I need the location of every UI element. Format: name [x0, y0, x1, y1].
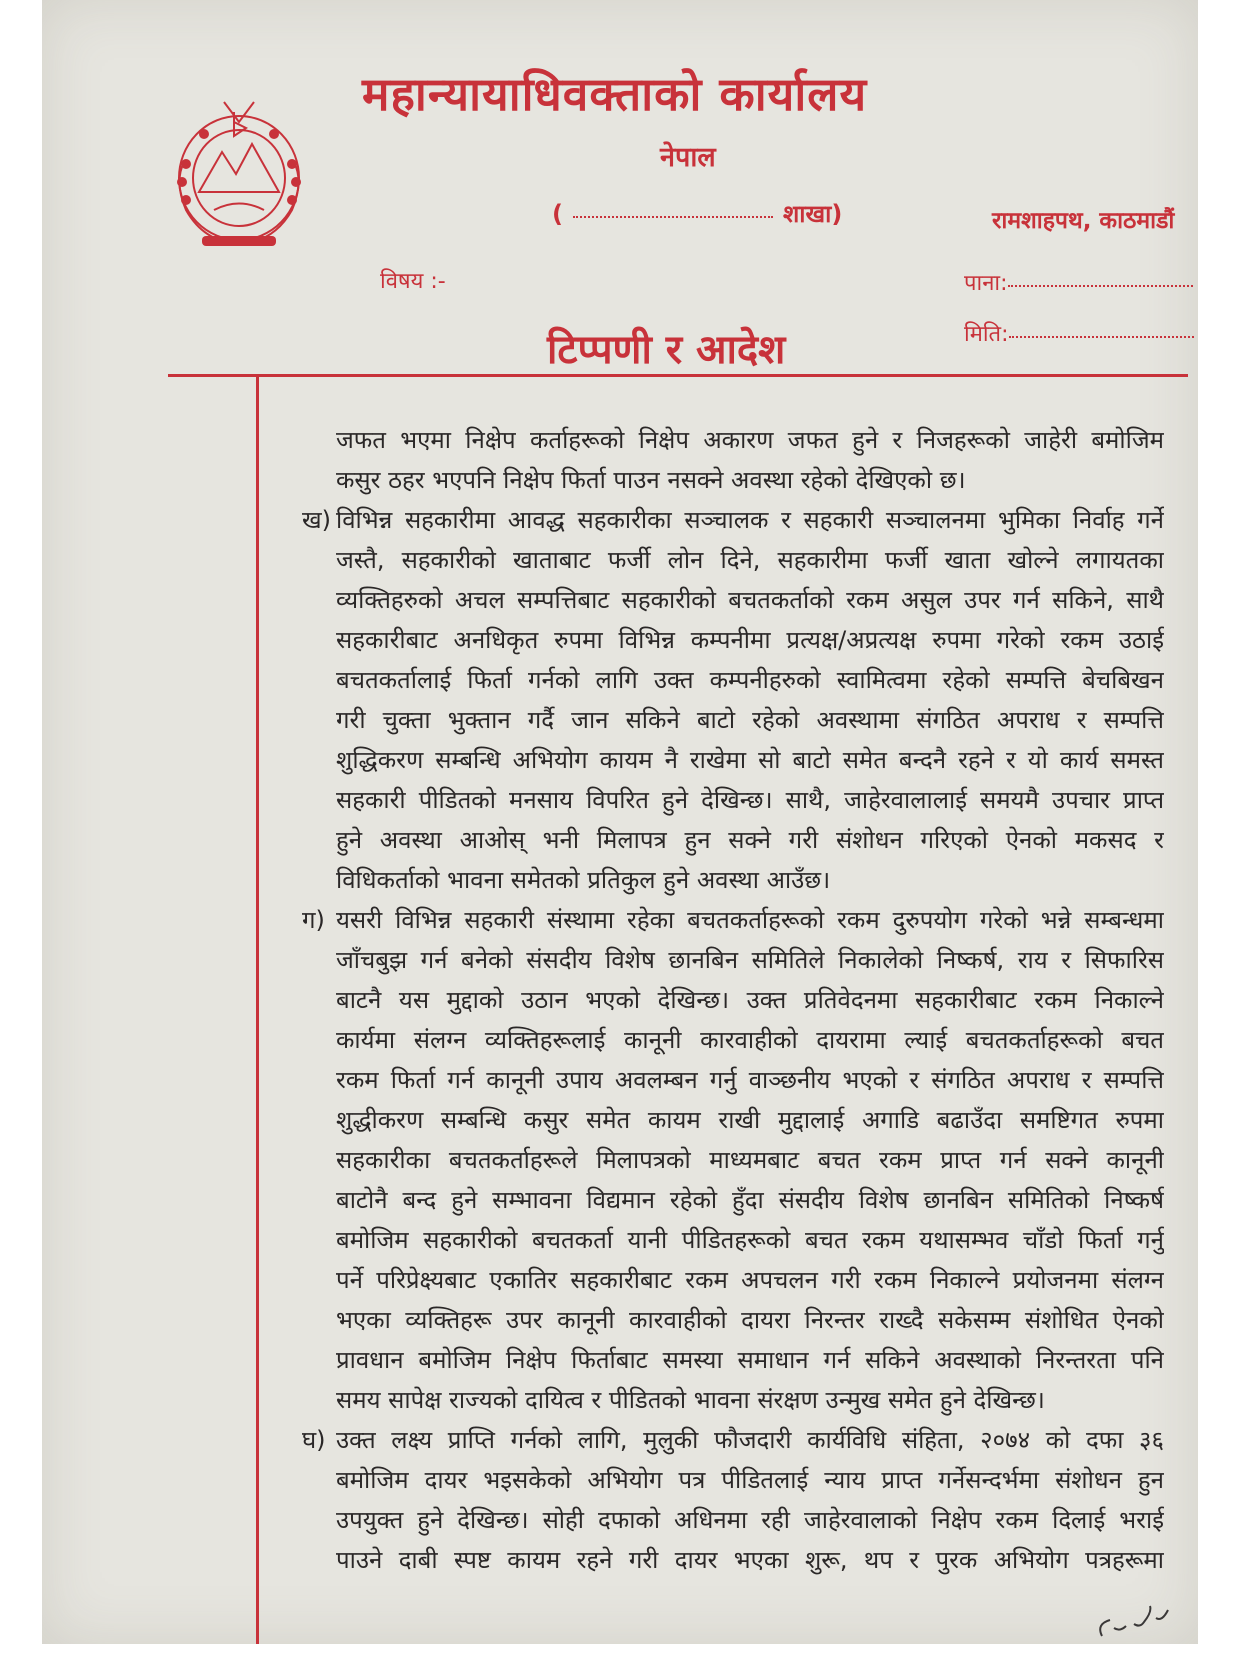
text-line: प्रावधान बमोजिम निक्षेप फिर्ताबाट समस्या समाधान गर्न सकिने अवस्थाको निरन्तरता पनि: [336, 1346, 1164, 1374]
text-line: बाटोनै बन्द हुने सम्भावना विद्यमान रहेको हुँदा संसदीय विशेष छानबिन समितिको निष्कर्ष: [336, 1186, 1164, 1214]
text-line: पर्ने परिप्रेक्ष्यबाट एकातिर सहकारीबाट रकम अपचलन गरी रकम निकाल्ने प्रयोजनमा संलग्न: [336, 1266, 1164, 1294]
text-line: रकम फिर्ता गर्न कानूनी उपाय अवलम्बन गर्नु वाञ्छनीय भएको र संगठित अपराध र सम्पत्ति: [336, 1066, 1164, 1094]
paragraph-kha: [274, 500, 1164, 900]
text-line: कसुर ठहर भएपनि निक्षेप फिर्ता पाउन नसक्ने अवस्था रहेको देखिएको छ।: [336, 466, 966, 494]
date-field: [964, 318, 1194, 348]
text-line: उक्त लक्ष्य प्राप्ति गर्नको लागि, मुलुकी फौजदारी कार्यविधि संहिता, २०७४ को दफा ३६: [336, 1426, 1164, 1454]
paragraph-marker: घ): [302, 1426, 326, 1454]
page-blank: [1008, 285, 1193, 287]
date-blank: [1009, 336, 1194, 338]
margin-rule: [256, 376, 259, 1644]
text-line: पाउने दाबी स्पष्ट कायम रहने गरी दायर भएका शुरू, थप र पुरक अभियोग पत्रहरूमा: [336, 1546, 1164, 1574]
text-line: कार्यमा संलग्न व्यक्तिहरूलाई कानूनी कारवाहीको दायरामा ल्याई बचतकर्ताहरूको बचत: [336, 1026, 1164, 1054]
text-line: विधिकर्ताको भावना समेतको प्रतिकुल हुने अवस्था आउँछ।: [336, 866, 831, 894]
branch-blank: [573, 216, 773, 218]
paragraph-gha: [274, 1420, 1164, 1580]
date-label: मिति:: [964, 322, 1009, 347]
text-line: जाँचबुझ गर्न बनेको संसदीय विशेष छानबिन समितिले निकालेको निष्कर्ष, राय र सिफारिस: [336, 946, 1164, 974]
initials-signature-icon: [1092, 1598, 1182, 1642]
text-line: सहकारीबाट अनधिकृत रुपमा विभिन्न कम्पनीमा प्रत्यक्ष/अप्रत्यक्ष रुपमा गरेको रकम उठाई: [336, 626, 1164, 654]
text-line: यसरी विभिन्न सहकारी संस्थामा रहेका बचतकर्ताहरूको रकम दुरुपयोग गरेको भन्ने सम्बन्धमा: [336, 906, 1164, 934]
text-line: सहकारीका बचतकर्ताहरूले मिलापत्रको माध्यमबाट बचत रकम प्राप्त गर्न सक्ने कानूनी: [336, 1146, 1164, 1174]
text-line: बाटनै यस मुद्दाको उठान भएको देखिन्छ। उक्त प्रतिवेदनमा सहकारीबाट रकम निकाल्ने: [336, 986, 1164, 1014]
intro-paragraph: [274, 420, 1164, 500]
page-label: पाना:: [964, 271, 1008, 296]
paragraph-ga: [274, 900, 1164, 1420]
text-line: भएका व्यक्तिहरू उपर कानूनी कारवाहीको दायरा निरन्तर राख्दै सकेसम्म संशोधित ऐनको: [336, 1306, 1164, 1334]
subject-label: विषय :-: [380, 269, 446, 294]
office-title: महान्यायाधिवक्ताको कार्यालय: [362, 67, 868, 121]
text-line: बमोजिम सहकारीको बचतकर्ता यानी पीडितहरूको बचत रकम यथासम्भव चाँडो फिर्ता गर्नु: [336, 1226, 1164, 1254]
branch-open-paren: (: [552, 200, 563, 228]
note-body: [274, 420, 1164, 1580]
paragraph-marker: ग): [302, 906, 325, 934]
text-line: जफत भएमा निक्षेप कर्ताहरूको निक्षेप अकारण जफत हुने र निजहरूको जाहेरी बमोजिम: [336, 426, 1164, 454]
text-line: विभिन्न सहकारीमा आवद्ध सहकारीका सञ्चालक र सहकारी सञ्चालनमा भुमिका निर्वाह गर्ने: [336, 506, 1164, 534]
branch-label: शाखा): [782, 200, 843, 228]
office-address: रामशाहपथ, काठमाडौं: [992, 208, 1175, 234]
text-line: शुद्धीकरण सम्बन्धि कसुर समेत कायम राखी मुद्दालाई अगाडि बढाउँदा समष्टिगत रुपमा: [336, 1106, 1164, 1134]
text-line: बचतकर्तालाई फिर्ता गर्नको लागि उक्त कम्पनीहरुको स्वामित्वमा रहेको सम्पत्ति बेचबिखन: [336, 666, 1164, 694]
document-page: [42, 0, 1198, 1644]
text-line: सहकारी पीडितको मनसाय विपरित हुने देखिन्छ। साथै, जाहेरवालालाई समयमै उपचार प्राप्त: [336, 786, 1164, 814]
country-name: नेपाल: [660, 142, 716, 173]
branch-field: [552, 197, 842, 230]
text-line: जस्तै, सहकारीको खाताबाट फर्जी लोन दिने, सहकारीमा फर्जी खाता खोल्ने लगायतका: [336, 546, 1164, 574]
text-line: शुद्धिकरण सम्बन्धि अभियोग कायम नै राखेमा सो बाटो समेत बन्दनै रहने र यो कार्य समस्त: [336, 746, 1164, 774]
page-number-field: [964, 267, 1193, 297]
paragraph-marker: ख): [302, 506, 331, 534]
text-line: गरी चुक्ता भुक्तान गर्दै जान सकिने बाटो रहेको अवस्थामा संगठित अपराध र सम्पत्ति: [336, 706, 1164, 734]
text-line: उपयुक्त हुने देखिन्छ। सोही दफाको अधिनमा रही जाहेरवालाको निक्षेप रकम दिलाई भराई: [336, 1506, 1164, 1534]
text-line: हुने अवस्था आओस् भनी मिलापत्र हुन सक्ने गरी संशोधन गरिएको ऐनको मकसद र: [336, 826, 1164, 854]
text-line: समय सापेक्ष राज्यको दायित्व र पीडितको भावना संरक्षण उन्मुख समेत हुने देखिन्छ।: [336, 1386, 1045, 1414]
nepal-emblem-icon: [164, 92, 314, 254]
text-line: व्यक्तिहरुको अचल सम्पत्तिबाट सहकारीको बचतकर्ताको रकम असुल उपर गर्न सकिने, साथै: [336, 586, 1164, 614]
text-line: बमोजिम दायर भइसकेको अभियोग पत्र पीडितलाई न्याय प्राप्त गर्नेसन्दर्भमा संशोधन हुन: [336, 1466, 1164, 1494]
header-divider: [168, 374, 1188, 377]
form-heading: टिप्पणी र आदेश: [547, 327, 786, 373]
